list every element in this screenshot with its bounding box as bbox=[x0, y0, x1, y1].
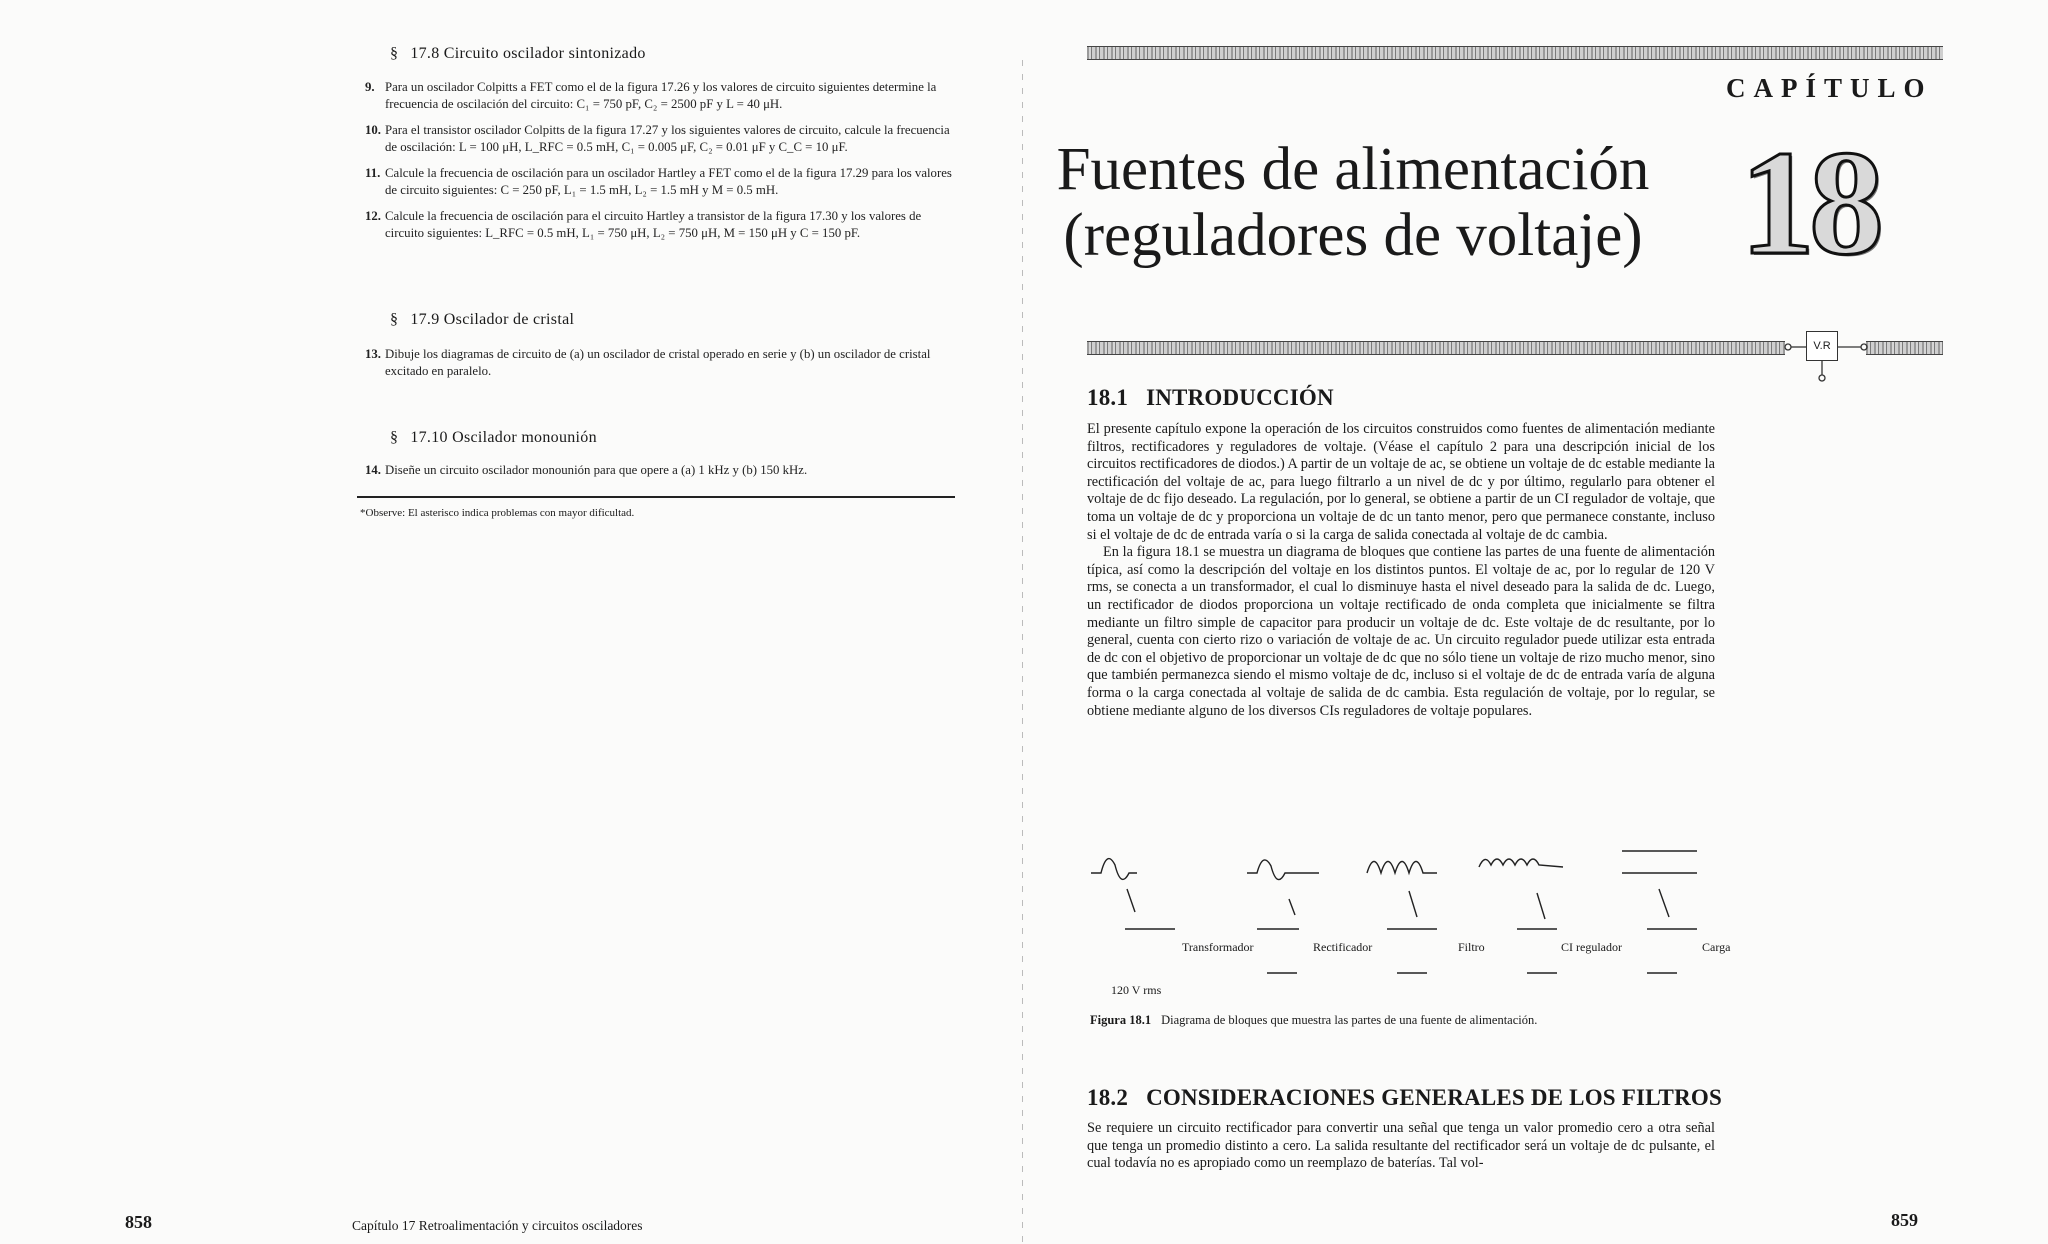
problem-item: 11. Calcule la frecuencia de oscilación para un oscilador Hartley a FET como el de la figura 17.29 para los valores de circuito siguientes: C = 250 pF, L₁ = 1.5 mH, L₂ = 1.5 mH y M = 0.5 mH. bbox=[365, 166, 952, 197]
figure-caption: Figura 18.1 Diagrama de bloques que muestra las partes de una fuente de alimentación. bbox=[1090, 1013, 1538, 1027]
chapter-title: Fuentes de alimentación (reguladores de voltaje) bbox=[1056, 136, 1650, 269]
problem-item: 10. Para el transistor oscilador Colpitts de la figura 17.27 y los siguientes valores de circuito, calcule la frecuencia de oscilación: L = 100 μH, L_RFC = 0.5 mH, C₁ = 0.005 μF, C₂ = 0.01 μF y C_C = 10 μF. bbox=[365, 123, 950, 154]
decorative-bar bbox=[1087, 341, 1785, 355]
page-number: 859 bbox=[1891, 1210, 1918, 1230]
block-label: Transformador bbox=[1182, 940, 1254, 954]
section-heading: § 17.9 Oscilador de cristal bbox=[390, 311, 575, 328]
block-label: Rectificador bbox=[1313, 940, 1373, 954]
chapter-number: 18 bbox=[1740, 120, 1878, 286]
problem-item: 14. Diseñe un circuito oscilador monounión para que opere a (a) 1 kHz y (b) 150 kHz. bbox=[365, 463, 808, 477]
chapter-label: CAPÍTULO bbox=[1726, 73, 1933, 103]
footnote-divider bbox=[357, 496, 955, 498]
problem-item: 12. Calcule la frecuencia de oscilación para el circuito Hartley a transistor de la figura 17.30 y los valores de circuito siguientes: L_RFC = 0.5 mH, L₁ = 750 μH, L₂ = 750 μH, M = 150 μH y C = 150 pF. bbox=[365, 209, 922, 240]
block-label: Filtro bbox=[1458, 940, 1485, 954]
block-label: CI regulador bbox=[1561, 940, 1622, 954]
input-voltage-label: 120 V rms bbox=[1111, 983, 1162, 997]
problem-item: 13. Dibuje los diagramas de circuito de (a) un oscilador de cristal operado en serie y (b) un oscilador de cristal excitado en paralelo. bbox=[365, 347, 931, 378]
decorative-bar bbox=[1087, 46, 1943, 60]
paragraph: En la figura 18.1 se muestra un diagrama de bloques que contiene las partes de una fuente de alimentación típica, así como la descripción del voltaje en los distintos puntos. El voltaje de ac, por lo regular de 120 V rms, se conecta a un transformador, el cual lo disminuye hasta el nivel deseado para la salida de dc. Luego, un rectificador de diodos proporciona un voltaje rectificado de onda completa que inicialmente se filtra mediante un filtro simple de capacitor para producir un voltaje de dc. Este voltaje de dc resultante, por lo general, cuenta con cierto rizo o variación de voltaje de ac. Un circuito regulador puede utilizar esta entrada de dc con el objetivo de proporcionar un voltaje de dc que no sólo tiene un voltaje de rizo mucho menor, sino que también permanezca siendo el mismo voltaje de dc, incluso si el voltaje de dc de entrada varía de alguna forma o la carga conectada al voltaje de salida de dc cambia. Esta regulación de voltaje, por lo regular, se obtiene mediante alguno de los diversos CIs reguladores de voltaje populares. bbox=[1087, 544, 1715, 719]
paragraph: Se requiere un circuito rectificador para convertir una señal que tenga un valor promedio cero a otra señal que tenga un promedio distinto a cero. La salida resultante del rectificador será un voltaje de dc pulsante, el cual todavía no es apropiado como un reemplazo de baterías. Tal vol- bbox=[1087, 1120, 1715, 1172]
footnote: *Observe: El asterisco indica problemas con mayor dificultad. bbox=[360, 507, 635, 519]
vr-box: V.R bbox=[1806, 331, 1838, 361]
page-number: 858 bbox=[125, 1212, 152, 1232]
section-heading: § 17.8 Circuito oscilador sintonizado bbox=[390, 45, 646, 62]
block-label: Carga bbox=[1702, 940, 1731, 954]
section-heading: § 17.10 Oscilador monounión bbox=[390, 429, 597, 446]
section-text bbox=[1087, 1120, 1715, 1173]
intro-text bbox=[1087, 421, 1715, 720]
section-heading: 18.1 INTRODUCCIÓN bbox=[1087, 385, 1334, 410]
block-diagram-figure bbox=[1087, 845, 1747, 975]
spread-gutter bbox=[1022, 60, 1023, 1244]
paragraph: El presente capítulo expone la operación de los circuitos construidos como fuentes de alimentación mediante filtros, rectificadores y reguladores de voltaje. (Véase el capítulo 2 para una descripción inicial de los circuitos rectificadores de diodos.) A partir de un voltaje de ac, se obtiene un voltaje de dc estable mediante la rectificación del voltaje de ac, para luego filtrarlo a un nivel de dc y por último, regularlo para obtener el voltaje de dc fijo deseado. La regulación, por lo general, se obtiene a partir de un CI regulador de voltaje, que toma un voltaje de dc y proporciona un voltaje de dc un tanto menor, pero que permanece constante, incluso si el voltaje de dc de entrada varía o si la carga de salida conectada al voltaje de dc cambia. bbox=[1087, 421, 1715, 543]
section-heading: 18.2 CONSIDERACIONES GENERALES DE LOS FILTROS bbox=[1087, 1085, 1722, 1110]
problem-item: 9. Para un oscilador Colpitts a FET como el de la figura 17.26 y los valores de circuito siguientes determine la frecuencia de oscilación del circuito: C₁ = 750 pF, C₂ = 2500 pF y L = 40 μH. bbox=[365, 80, 937, 111]
running-footer: Capítulo 17 Retroalimentación y circuitos osciladores bbox=[352, 1218, 643, 1233]
decorative-bar bbox=[1866, 341, 1943, 355]
